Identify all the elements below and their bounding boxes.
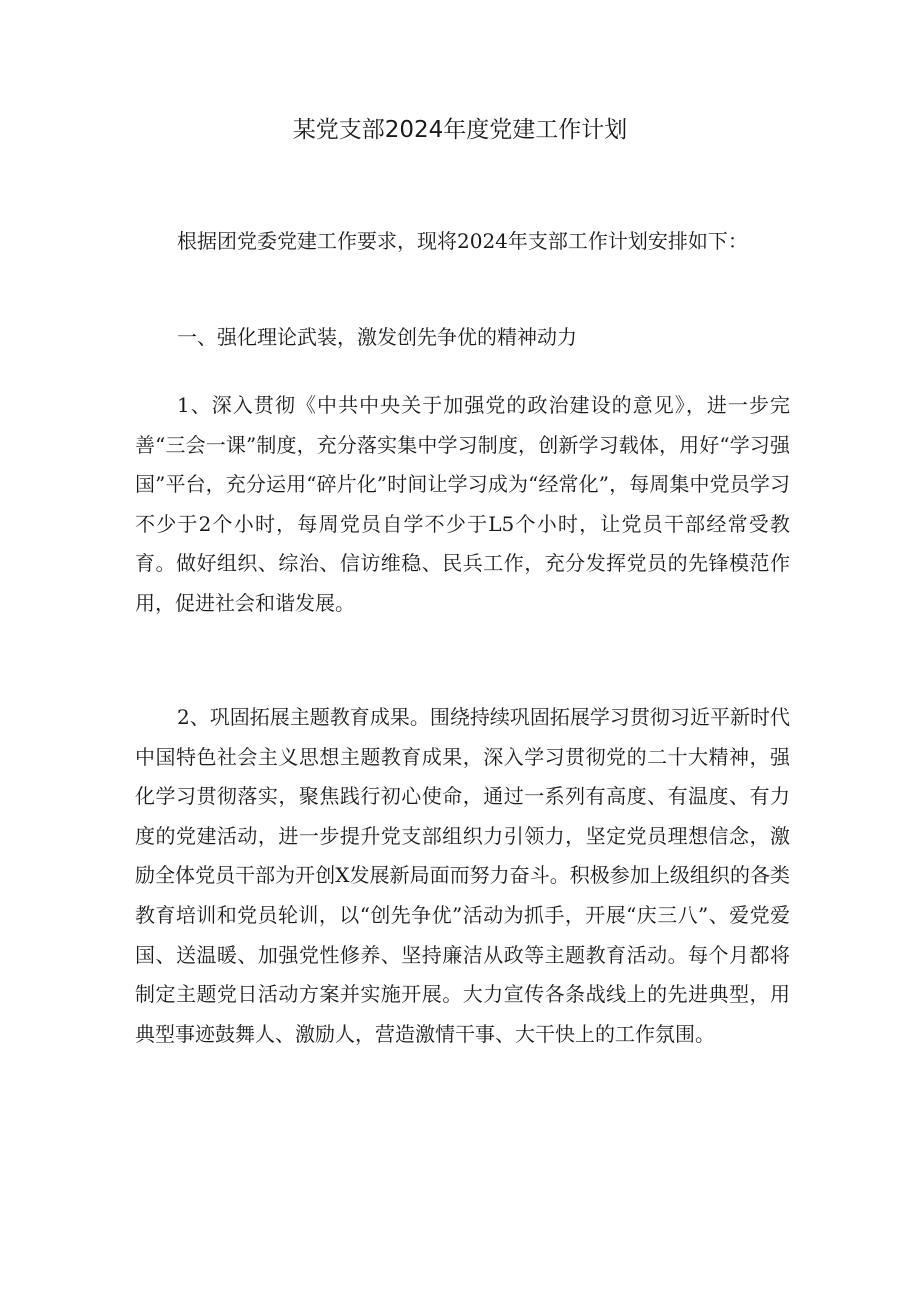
intro-paragraph: 根据团党委党建工作要求，现将2024年支部工作计划安排如下：: [177, 229, 748, 253]
section1-item-2: 2、巩固拓展主题教育成果。围绕持续巩固拓展学习贯彻习近平新时代中国特色社会主义思想主题教育成果，深入学习贯彻党的二十大精神，强化学习贯彻落实，聚焦践行初心使命，通过一系列有高度、有温度、有力度的党建活动，进一步提升党支部组织力引领力，坚定党员理想信念，激励全体党员干部为开创X发展新局面而努力奋斗。积极参加上级组织的各类教育培训和党员轮训，以“创先争优”活动为抓手，开展“庆三八”、爱党爱国、送温暖、加强党性修养、坚持廉洁从政等主题教育活动。每个月都将制定主题党日活动方案并实施开展。大力宣传各条战线上的先进典型，用典型事迹鼓舞人、激励人，营造激情干事、大干快上的工作氛围。: [135, 705, 790, 1046]
section1-item-1: 1、深入贯彻《中共中央关于加强党的政治建设的意见》，进一步完善“三会一课”制度，充分落实集中学习制度，创新学习载体，用好“学习强国”平台，充分运用“碎片化”时间让学习成为“经常化”，每周集中党员学习不少于2个小时，每周党员自学不少于L5个小时，让党员干部经常受教育。做好组织、综治、信访维稳、民兵工作，充分发挥党员的先锋模范作用，促进社会和谐发展。: [135, 393, 790, 615]
section-heading-1: 一、强化理论武装，激发创先争优的精神动力: [177, 325, 577, 349]
document-title: 某党支部2024年度党建工作计划: [292, 117, 628, 143]
